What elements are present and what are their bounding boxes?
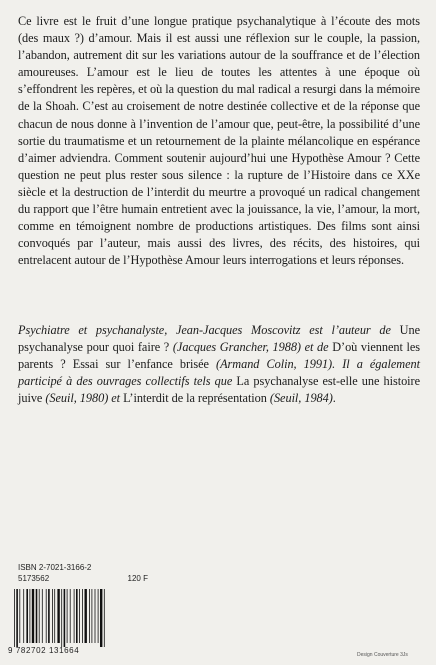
barcode-bar xyxy=(61,589,62,647)
barcode-graphic xyxy=(12,589,120,649)
barcode-bar xyxy=(79,589,80,643)
bio-publisher-2: (Armand Colin, 1991) xyxy=(208,357,333,372)
barcode-bar xyxy=(67,589,68,643)
barcode-bar xyxy=(23,589,24,643)
bio-publisher-4: (Seuil, 1984) xyxy=(266,391,333,406)
barcode-bar xyxy=(39,589,40,643)
barcode-bar xyxy=(89,589,90,643)
bio-title-4: L’interdit de la représentation xyxy=(123,391,267,406)
bio-publisher-3: (Seuil, 1980) xyxy=(42,391,109,406)
barcode-bar xyxy=(36,589,38,643)
barcode-bar xyxy=(82,589,83,643)
bio-text-1: Psychiatre et psychanalyste, Jean-Jacques Moscovitz est l’auteur de xyxy=(18,323,400,337)
bio-text-2: et de xyxy=(300,340,333,355)
barcode-bar xyxy=(100,589,102,647)
barcode-bar xyxy=(98,589,99,643)
bio-publisher-1: (Jacques Grancher, 1988) xyxy=(169,340,301,355)
price: 120 F xyxy=(127,574,148,583)
barcode-bar xyxy=(52,589,53,643)
isbn-row xyxy=(18,573,148,584)
barcode-bar xyxy=(16,589,18,647)
barcode-bar xyxy=(30,589,31,643)
barcode-bar xyxy=(48,589,50,643)
barcode-bar xyxy=(70,589,71,643)
barcode-bar xyxy=(74,589,75,643)
bio-text-3: . Il a également participé à des ouvrages collectifs tels que xyxy=(18,357,420,389)
barcode-bar xyxy=(14,589,15,647)
bio-text-5: . xyxy=(332,391,336,406)
isbn-block xyxy=(18,562,148,584)
back-cover-blurb xyxy=(18,13,420,269)
barcode-bar xyxy=(64,589,66,647)
author-bio xyxy=(18,322,420,407)
barcode-bar xyxy=(76,589,78,643)
barcode xyxy=(12,589,120,649)
isbn-number: ISBN 2-7021-3166-2 xyxy=(18,563,92,572)
product-code: 5173562 xyxy=(18,574,50,583)
barcode-bar xyxy=(42,589,43,643)
barcode-bar xyxy=(32,589,34,643)
bio-title-2: D’où viennent les parents ? Essai sur l’enfance brisée xyxy=(18,340,420,372)
barcode-bar xyxy=(104,589,105,647)
barcode-bar xyxy=(54,589,55,643)
author-bio-paragraph xyxy=(18,322,420,407)
barcode-digits: 9 782702 131664 xyxy=(8,646,80,655)
barcode-bar xyxy=(26,589,28,643)
barcode-bar xyxy=(46,589,47,643)
bio-title-3: La psychanalyse est-elle une histoire juive xyxy=(18,374,420,406)
barcode-bar xyxy=(85,589,87,643)
barcode-bar xyxy=(57,589,59,643)
bio-text-4: et xyxy=(108,391,124,406)
barcode-bar xyxy=(95,589,96,643)
barcode-bar xyxy=(92,589,93,643)
design-credit: Design Couverture 3Js xyxy=(357,652,408,658)
barcode-bar xyxy=(19,589,20,643)
blurb-paragraph: Ce livre est le fruit d’une longue pratique psychanalytique à l’écoute des mots (des maux ?) d’amour. Mais il est aussi une réflexion sur le couple, la passion, l’abandon, autrement dit sur les variations autour de la souffrance et de l’élection amoureuses. L’amour est le lieu de toutes les attentes à une époque où s’effondrent les repères, et où la question du mal radical a resurgi dans la mémoire de la Shoah. C’est au croisement de notre destinée collective et de la réponse que chacun de nous donne à l’invention de l’amour que, peut-être, la possibilité d’une sortie du traumatisme et un retournement de la plainte mélancolique en espérance d’aimer adviendra. Comment soutenir aujourd’hui une Hypothèse Amour ? Cette question ne peut plus rester sous silence : la rupture de l’Histoire dans ce XXe siècle et la destruction de l’interdit du meurtre a provoqué un radical changement du rapport que l’être humain entretient avec la jouissance, la vie, l’amour, la mort, comme en témoignent nombre de productions artistiques. Des films sont ainsi convoqués par l’auteur, mais aussi des livres, des récits, des histoires, qui entrelacent autour de l’Hypothèse Amour leurs interrogations et leurs réponses. xyxy=(18,14,420,268)
bio-title-1: Une psychanalyse pour quoi faire ? xyxy=(18,323,420,355)
